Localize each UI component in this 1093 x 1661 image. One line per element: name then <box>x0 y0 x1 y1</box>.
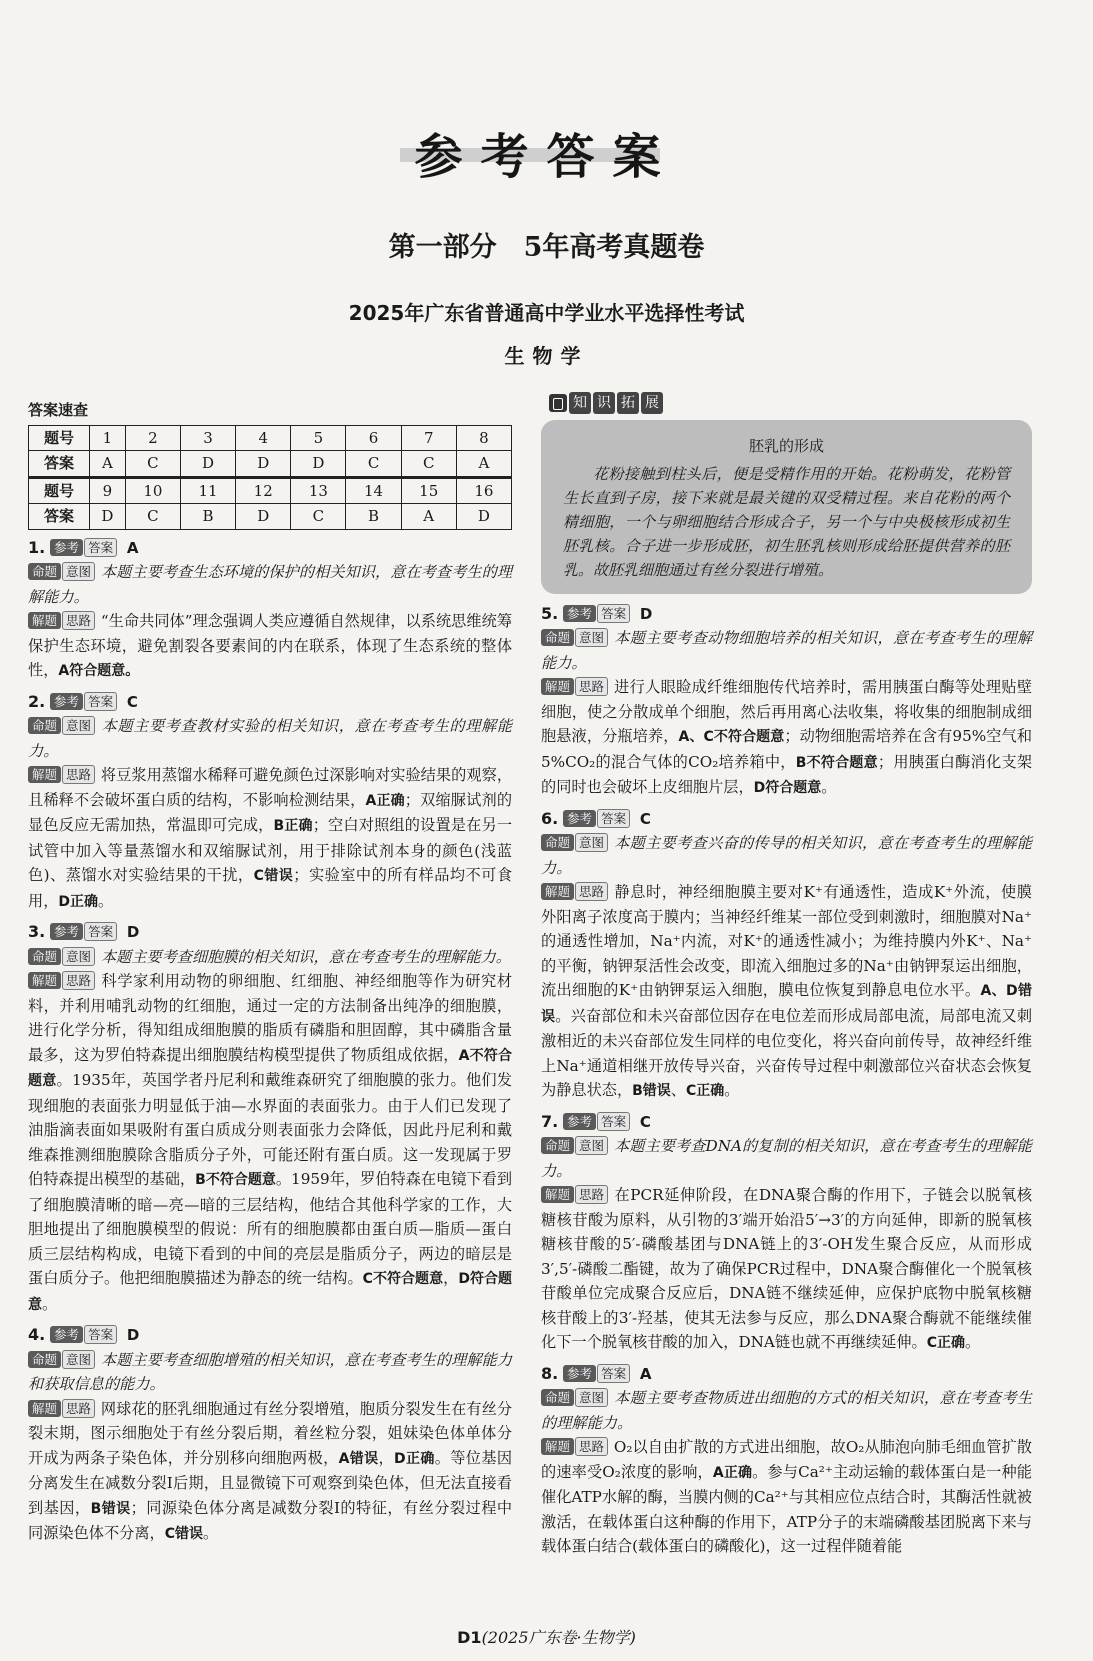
conclusion: B不符合题意 <box>795 754 878 771</box>
table-cell: C <box>125 504 180 530</box>
intent-text: 本题主要考查物质进出细胞的方式的相关知识，意在考查考生的理解能力。 <box>541 1389 1033 1432</box>
solution-text: 。参与Ca²⁺主动运输的载体蛋白是一种能催化ATP水解的酶，当膜内侧的Ca²⁺与其相应位点结合时，其酶活性就被激活，在载体蛋白这种酶的作用下，ATP分子的末端磷酸基团脱离下来与载体蛋白结合(载体蛋白的磷酸化)，这一过程伴随着能 <box>541 1462 1032 1555</box>
conclusion: D符合题意 <box>753 780 822 796</box>
intent-text: 本题主要考查生态环境的保护的相关知识，意在考查考生的理解能力。 <box>28 563 513 606</box>
knowledge-extension-box <box>541 420 1032 594</box>
answer-tag: 答案 <box>597 809 630 828</box>
page-number: D1 <box>457 1628 482 1647</box>
question-number: 1. <box>28 537 46 557</box>
question-1 <box>28 536 512 684</box>
extension-body: 花粉接触到柱头后，便是受精作用的开始。花粉萌发，花粉管生长直到子房，接下来就是最关键的双受精过程。来自花粉的两个精细胞，一个与卵细胞结合形成合子，另一个与中央极核形成初生胚乳核。合子进一步形成胚，初生胚乳核则形成给胚提供营养的胚乳。故胚乳细胞通过有丝分裂进行增殖。 <box>563 464 1010 579</box>
conclusion: B错误 <box>632 1083 671 1099</box>
intent-tag: 意图 <box>62 716 95 735</box>
conclusion: B不符合题意 <box>195 1172 276 1188</box>
answer-letter: C <box>639 809 651 828</box>
intent-text: 本题主要考查细胞膜的相关知识，意在考查考生的理解能力。 <box>100 947 511 966</box>
table-cell: 3 <box>180 425 235 451</box>
table-cell: 15 <box>401 477 456 504</box>
solution-text: 静息时，神经细胞膜主要对K⁺有通透性，造成K⁺外流，使膜外阳离子浓度高于膜内；当神经纤维某一部位受到刺激时，细胞膜对Na⁺的通透性增加，Na⁺内流，对K⁺的通透性减小；为维持膜内外K⁺、Na⁺的平衡，钠钾泵活性会改变，即流入细胞过多的Na⁺由钠钾泵运出细胞，流出细胞的K⁺由钠钾泵运入细胞，膜电位恢复到静息电位水平。 <box>541 883 1032 999</box>
table-cell: 11 <box>180 477 235 504</box>
table-cell: D <box>236 451 291 478</box>
table-cell: C <box>346 451 401 478</box>
intent-tag: 命题 <box>541 629 574 646</box>
conclusion: D符合题意 <box>28 1271 513 1313</box>
table-cell: C <box>401 451 456 478</box>
table-cell: 答案 <box>29 451 90 478</box>
ref-tag: 参考 <box>50 1326 83 1343</box>
table-cell: D <box>90 504 126 530</box>
answer-letter: D <box>126 1326 140 1344</box>
conclusion: C正确 <box>685 1083 725 1099</box>
intent-tag: 意图 <box>62 1350 95 1369</box>
solution-tag: 思路 <box>575 1437 608 1456</box>
solution-tag: 思路 <box>62 971 95 990</box>
quick-check-title: 答案速查 <box>28 401 89 419</box>
intent-tag: 意图 <box>575 1136 608 1155</box>
table-cell: 7 <box>401 425 456 451</box>
solution-text: 网球花的胚乳细胞通过有丝分裂增殖，胞质分裂发生在有丝分裂末期，图示细胞处于有丝分裂后期，着丝粒分裂，姐妹染色体单体分开成为两条子染色体，并分别移向细胞两极， <box>28 1399 513 1467</box>
table-cell: 2 <box>125 425 180 451</box>
table-cell: A <box>90 451 126 478</box>
intent-text: 本题主要考查教材实验的相关知识，意在考查考生的理解能力。 <box>28 717 513 760</box>
exam-title: 2025年广东省普通高中学业水平选择性考试 <box>348 301 745 325</box>
table-cell: 13 <box>291 477 346 504</box>
answer-tag: 答案 <box>597 1112 630 1131</box>
solution-text: 。1935年，英国学者丹尼利和戴维森研究了细胞膜的张力。他们发现细胞的表面张力明显低于油—水界面的表面张力。由于人们已发现了油脂滴表面如果吸附有蛋白质成分则表面张力会降低，因此丹尼利和戴维森推测细胞膜除含脂质分子外，可能还附有蛋白质。这一发现属于罗伯特森提出模型的基础， <box>28 1071 513 1188</box>
solution-tag: 解题 <box>541 1438 574 1455</box>
conclusion: C错误 <box>253 868 294 884</box>
question-number: 7. <box>541 1111 559 1131</box>
intent-tag: 命题 <box>541 1137 574 1154</box>
solution-text: 将豆浆用蒸馏水稀释可避免颜色过深影响对实验结果的观察，且稀释不会破坏蛋白质的结构，不影响检测结果， <box>28 766 513 809</box>
solution-text: 、 <box>670 1081 686 1099</box>
conclusion: C不符合题意 <box>362 1271 444 1287</box>
question-8 <box>541 1362 1032 1559</box>
solution-text: ；空白对照组的设置是在另一试管中加入等量蒸馏水和双缩脲试剂，用于排除试剂本身的颜色(浅蓝色)、蒸馏水对实验结果的干扰， <box>28 816 513 884</box>
table-cell: A <box>456 451 511 478</box>
question-number: 6. <box>541 808 559 828</box>
intent-tag: 命题 <box>28 563 61 580</box>
solution-text: 。 <box>965 1333 981 1351</box>
ref-tag: 参考 <box>563 605 596 622</box>
ref-tag: 参考 <box>563 1365 596 1382</box>
solution-text: ， <box>378 1448 395 1467</box>
solution-text: 科学家利用动物的卵细胞、红细胞、神经细胞等作为研究材料，并利用哺乳动物的红细胞，通过一定的方法制备出纯净的细胞膜，进行化学分析，得知组成细胞膜的脂质有磷脂和胆固醇，其中磷脂含量最多，这为罗伯特森提出细胞膜结构模型提供了物质组成依据， <box>28 972 513 1064</box>
answer-tag: 答案 <box>84 538 117 557</box>
ref-tag: 参考 <box>50 693 83 710</box>
solution-text: 。 <box>98 891 114 910</box>
answer-table <box>28 425 512 530</box>
answer-letter: A <box>126 538 139 557</box>
table-row <box>29 425 512 451</box>
intent-tag: 意图 <box>62 562 95 581</box>
extension-char: 展 <box>641 392 663 414</box>
intent-tag: 命题 <box>28 1351 61 1368</box>
solution-text: 。1959年，罗伯特森在电镜下看到了细胞膜清晰的暗—亮—暗的三层结构，他结合其他科学家的工作，大胆地提出了细胞膜模型的假说：所有的细胞膜都由蛋白质—脂质—蛋白质三层结构构成，电镜下看到的中间的亮层是脂质分子，两边的暗层是蛋白质分子。他把细胞膜描述为静态的统一结构。 <box>28 1170 513 1287</box>
table-cell: 12 <box>236 477 291 504</box>
question-2 <box>28 690 512 915</box>
extension-char: 识 <box>593 392 615 414</box>
solution-text: ， <box>443 1269 459 1287</box>
answer-tag: 答案 <box>597 604 630 623</box>
question-5 <box>541 602 1032 801</box>
conclusion: B正确 <box>273 818 313 834</box>
solution-tag: 解题 <box>28 766 61 783</box>
question-number: 3. <box>28 922 46 941</box>
answer-tag: 答案 <box>84 692 117 711</box>
solution-text: 。 <box>42 1294 58 1313</box>
intent-text: 本题主要考查细胞增殖的相关知识，意在考查考生的理解能力和获取信息的能力。 <box>28 1350 513 1393</box>
table-cell: D <box>291 451 346 478</box>
table-cell: B <box>180 504 235 530</box>
table-cell: A <box>401 504 456 530</box>
table-cell: 10 <box>125 477 180 504</box>
intent-tag: 命题 <box>541 1389 574 1406</box>
page-title: 参考答案 <box>414 129 679 185</box>
solution-text: “生命共同体”理念强调人类应遵循自然规律，以系统思维统筹保护生态环境，避免割裂各要素间的内在联系，体现了生态系统的整体性， <box>28 612 513 679</box>
solution-text: 进行人眼睑成纤维细胞传代培养时，需用胰蛋白酶等处理贴壁细胞，使之分散成单个细胞，然后再用离心法收集，将收集的细胞制成细胞悬液，分瓶培养， <box>541 678 1033 745</box>
ref-tag: 参考 <box>563 810 596 827</box>
intent-tag: 命题 <box>28 948 61 965</box>
solution-text: ；双缩脲试剂的显色反应无需加热，常温即可完成， <box>28 790 513 834</box>
intent-tag: 意图 <box>575 628 608 647</box>
intent-tag: 命题 <box>541 834 574 851</box>
left-column <box>28 398 512 1547</box>
conclusion: A不符合题意 <box>28 1047 513 1089</box>
table-row <box>29 477 512 504</box>
footer-info: (2025广东卷·生物学) <box>481 1628 636 1647</box>
conclusion: A错误 <box>338 1450 379 1467</box>
conclusion: A正确 <box>712 1464 753 1481</box>
extension-char: 拓 <box>617 392 639 414</box>
solution-tag: 思路 <box>575 882 608 901</box>
solution-tag: 解题 <box>28 612 61 629</box>
right-column <box>541 392 1032 1559</box>
extension-char: 知 <box>569 392 591 414</box>
table-cell: 题号 <box>29 477 90 504</box>
table-cell: 16 <box>456 477 511 504</box>
knowledge-extension-header <box>549 392 663 414</box>
solution-tag: 思路 <box>575 1185 608 1204</box>
solution-text: ；用胰蛋白酶消化支架的同时也会破坏上皮细胞片层， <box>541 752 1033 796</box>
question-6 <box>541 807 1032 1104</box>
table-cell: 8 <box>456 425 511 451</box>
ref-tag: 参考 <box>50 539 83 556</box>
solution-text: ；动物细胞需培养在含有95%空气和5%CO₂的混合气体的CO₂培养箱中， <box>541 727 1033 771</box>
conclusion: A、C不符合题意 <box>678 729 785 745</box>
table-cell: B <box>346 504 401 530</box>
table-cell: 5 <box>291 425 346 451</box>
table-cell: 答案 <box>29 504 90 530</box>
intent-text: 本题主要考查动物细胞培养的相关知识，意在考查考生的理解能力。 <box>541 629 1033 672</box>
answer-letter: C <box>126 692 138 711</box>
answer-letter: A <box>639 1364 652 1383</box>
answer-tag: 答案 <box>84 1325 117 1344</box>
intent-text: 本题主要考查DNA的复制的相关知识，意在考查考生的理解能力。 <box>541 1137 1032 1180</box>
question-number: 5. <box>541 603 559 623</box>
question-number: 8. <box>541 1363 559 1383</box>
table-row <box>29 504 512 530</box>
question-4 <box>28 1323 512 1547</box>
solution-text: ；实验室中的所有样品均不可食用， <box>28 866 512 910</box>
table-cell: C <box>125 451 180 478</box>
intent-tag: 意图 <box>575 833 608 852</box>
solution-tag: 思路 <box>62 1399 95 1418</box>
table-row <box>29 451 512 478</box>
table-cell: 14 <box>346 477 401 504</box>
table-cell: 1 <box>90 425 126 451</box>
question-number: 4. <box>28 1325 46 1344</box>
solution-text: 。兴奋部位和未兴奋部位因存在电位差而形成局部电流，局部电流又刺激相近的未兴奋部位发生同样的电位变化，将兴奋向前传导，故神经纤维上Na⁺通道相继开放传导兴奋，兴奋传导过程中刺激部位兴奋状态会恢复为静息状态， <box>541 1006 1033 1099</box>
solution-text: 在PCR延伸阶段，在DNA聚合酶的作用下，子链会以脱氧核糖核苷酸为原料，从引物的3′端开始沿5′→3′的方向延伸，即新的脱氧核糖核苷酸的5′-磷酸基团与DNA链上的3′-OH发生聚合反应，从而形成3′,5′-磷酸二酯键，故为了确保PCR过程中，DNA聚合酶催化一个脱氧核苷酸单位完成聚合反应后，DNA链不继续延伸，应保护底物中脱氧核糖核苷酸上的3′-羟基，使其无法参与反应，那么DNA聚合酶就不能继续催化下一个脱氧核苷酸的加入，DNA链也就不再继续延伸。 <box>541 1186 1033 1351</box>
table-cell: 4 <box>236 425 291 451</box>
solution-text: O₂以自由扩散的方式进出细胞，故O₂从肺泡向肺毛细血管扩散的速率受O₂浓度的影响， <box>541 1438 1032 1481</box>
ref-tag: 参考 <box>563 1113 596 1130</box>
solution-text: 。 <box>202 1524 219 1542</box>
intent-tag: 意图 <box>575 1388 608 1407</box>
conclusion: A符合题意。 <box>58 663 140 679</box>
solution-tag: 思路 <box>62 611 95 630</box>
conclusion: C正确 <box>926 1335 966 1351</box>
solution-tag: 思路 <box>575 677 608 696</box>
ref-tag: 参考 <box>50 923 83 940</box>
intent-tag: 意图 <box>62 947 95 966</box>
table-cell: D <box>236 504 291 530</box>
question-7 <box>541 1110 1032 1356</box>
question-number: 2. <box>28 691 46 711</box>
conclusion: D正确 <box>58 893 98 910</box>
book-icon <box>549 394 567 412</box>
table-cell: C <box>291 504 346 530</box>
solution-tag: 思路 <box>62 765 95 784</box>
table-cell: 9 <box>90 477 126 504</box>
solution-text: ；同源染色体分离是减数分裂Ⅰ的特征，有丝分裂过程中同源染色体不分离， <box>28 1498 513 1542</box>
answer-tag: 答案 <box>84 922 117 941</box>
conclusion: D正确 <box>394 1450 435 1467</box>
part-title: 第一部分 5年高考真题卷 <box>388 232 705 263</box>
answer-letter: D <box>126 923 140 941</box>
page-footer <box>0 1625 1093 1648</box>
conclusion: B错误 <box>90 1500 131 1517</box>
answer-letter: D <box>639 604 653 623</box>
table-cell: D <box>180 451 235 478</box>
solution-tag: 解题 <box>541 883 574 900</box>
solution-tag: 解题 <box>28 972 61 989</box>
extension-title: 胚乳的形成 <box>748 436 824 455</box>
solution-text: 。 <box>821 778 837 796</box>
table-cell: 6 <box>346 425 401 451</box>
question-3 <box>28 920 512 1317</box>
solution-tag: 解题 <box>28 1400 61 1417</box>
table-cell: 题号 <box>29 425 90 451</box>
answer-letter: C <box>639 1112 651 1131</box>
intent-tag: 命题 <box>28 717 61 734</box>
conclusion: A正确 <box>365 792 405 809</box>
solution-text: 。等位基因分离发生在减数分裂Ⅰ后期，且显微镜下可观察到染色体，但无法直接看到基因， <box>28 1448 512 1517</box>
solution-text: 。 <box>724 1081 740 1099</box>
solution-tag: 解题 <box>541 1186 574 1203</box>
subject-title: 生物学 <box>504 344 589 368</box>
intent-text: 本题主要考查兴奋的传导的相关知识，意在考查考生的理解能力。 <box>541 834 1033 877</box>
conclusion: A、D错误 <box>541 983 1032 1025</box>
answer-tag: 答案 <box>597 1364 630 1383</box>
table-cell: D <box>456 504 511 530</box>
solution-tag: 解题 <box>541 678 574 695</box>
conclusion: C错误 <box>164 1526 203 1542</box>
